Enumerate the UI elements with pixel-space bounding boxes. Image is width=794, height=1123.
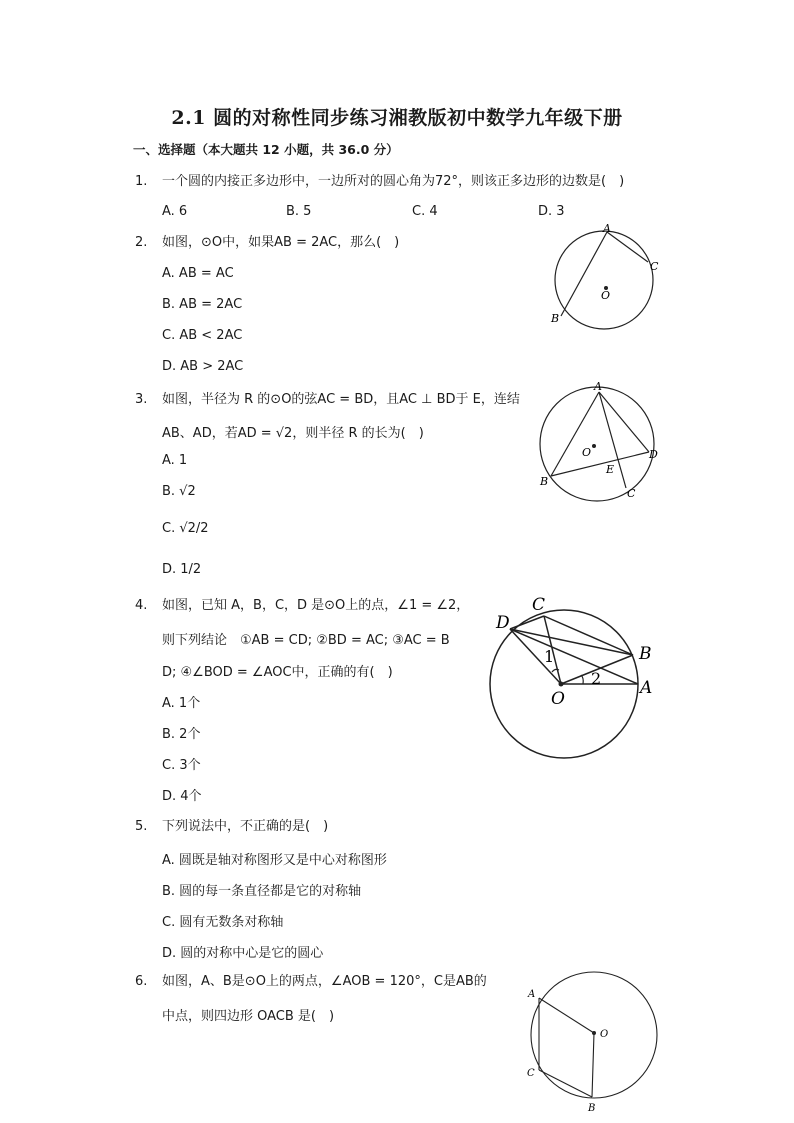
question-stem-line-1: 如图，已知 A，B，C，D 是⊙O上的点，∠1 = ∠2， <box>162 598 470 613</box>
circle-o <box>555 231 653 329</box>
label-d: D <box>649 448 658 461</box>
label-b: B <box>588 1103 596 1114</box>
option-b: B. 圆的每一条直径都是它的对称轴 <box>162 884 362 899</box>
option-b: B. 5 <box>286 204 312 219</box>
section-heading: 一、选择题（本大题共 12 小题，共 36.0 分） <box>133 142 399 157</box>
question-number: 5. <box>135 819 148 834</box>
line-da <box>510 629 638 684</box>
option-d: D. AB > 2AC <box>162 359 244 374</box>
question-stem-line-1: 如图，半径为 R 的⊙O的弦AC = BD，且AC ⊥ BD于 E，连结 <box>162 392 520 407</box>
question-stem-line-2: 中点，则四边形 OACB 是( ) <box>162 1009 335 1024</box>
option-a: A. 6 <box>162 204 188 219</box>
line-db <box>510 629 633 655</box>
question-number: 3. <box>135 392 148 407</box>
question-number: 4. <box>135 598 148 613</box>
label-b: B <box>639 644 652 664</box>
line-oa <box>539 998 594 1033</box>
line-bd <box>551 452 649 476</box>
chord-ab <box>561 232 607 316</box>
option-a: A. 圆既是轴对称图形又是中心对称图形 <box>162 853 387 868</box>
label-o: O <box>600 1029 609 1040</box>
option-c: C. 3个 <box>162 758 201 773</box>
line-ad <box>599 392 649 452</box>
option-b: B. 2个 <box>162 727 201 742</box>
option-b: B. √2 <box>162 484 196 499</box>
line-dc <box>510 616 544 629</box>
question-number: 2. <box>135 235 148 250</box>
label-c: C <box>527 1068 535 1079</box>
question-stem: 如图，⊙O中，如果AB = 2AC，那么( ) <box>162 235 400 250</box>
center-point <box>592 444 596 448</box>
line-cb <box>539 1070 592 1097</box>
figure-q4 <box>488 592 668 762</box>
figure-q6 <box>518 966 668 1116</box>
label-a: A <box>603 222 611 235</box>
label-c: C <box>650 260 659 273</box>
question-stem: 下列说法中，不正确的是( ) <box>162 819 329 834</box>
option-a: A. 1 <box>162 453 188 468</box>
question-stem-line-3: D; ④∠BOD = ∠AOC中，正确的有( ) <box>162 665 393 680</box>
question-stem-line-2: AB、AD，若AD = √2，则半径 R 的长为( ) <box>162 426 424 441</box>
question-number: 1. <box>135 174 148 189</box>
line-ab <box>551 392 599 476</box>
label-c: C <box>627 487 636 500</box>
option-d: D. 1/2 <box>162 562 202 577</box>
label-angle-2: 2 <box>591 669 602 688</box>
option-c: C. 4 <box>412 204 438 219</box>
option-a: A. AB = AC <box>162 266 234 281</box>
question-stem-line-1: 如图，A、B是⊙O上的两点，∠AOB = 120°，C是AB的 <box>162 974 487 989</box>
label-o: O <box>601 289 611 302</box>
center-point <box>559 682 564 687</box>
label-a: A <box>640 678 653 698</box>
label-angle-1: 1 <box>544 647 555 666</box>
label-c: C <box>532 595 546 615</box>
circle-o <box>540 387 654 501</box>
option-c: C. 圆有无数条对称轴 <box>162 915 284 930</box>
line-ob <box>592 1033 594 1097</box>
label-e: E <box>606 463 615 476</box>
label-b: B <box>540 475 549 488</box>
center-point <box>592 1031 596 1035</box>
question-number: 6. <box>135 974 148 989</box>
option-c: C. AB < 2AC <box>162 328 243 343</box>
figure-q2 <box>540 222 670 332</box>
label-o: O <box>582 446 592 459</box>
option-a: A. 1个 <box>162 696 201 711</box>
question-stem-line-2: 则下列结论 ①AB = CD; ②BD = AC; ③AC = B <box>162 633 450 648</box>
label-a: A <box>594 380 602 393</box>
question-stem: 一个圆的内接正多边形中，一边所对的圆心角为72°，则该正多边形的边数是( ) <box>162 174 625 189</box>
option-b: B. AB = 2AC <box>162 297 243 312</box>
option-d: D. 4个 <box>162 789 202 804</box>
label-o: O <box>551 689 565 709</box>
page-title: 2.1 圆的对称性同步练习湘教版初中数学九年级下册 <box>171 107 623 129</box>
label-b: B <box>551 312 560 325</box>
option-c: C. √2/2 <box>162 521 209 536</box>
figure-q3 <box>530 378 670 503</box>
option-d: D. 圆的对称中心是它的圆心 <box>162 946 324 961</box>
label-d: D <box>496 613 510 633</box>
label-a: A <box>528 989 536 1000</box>
option-d: D. 3 <box>538 204 565 219</box>
